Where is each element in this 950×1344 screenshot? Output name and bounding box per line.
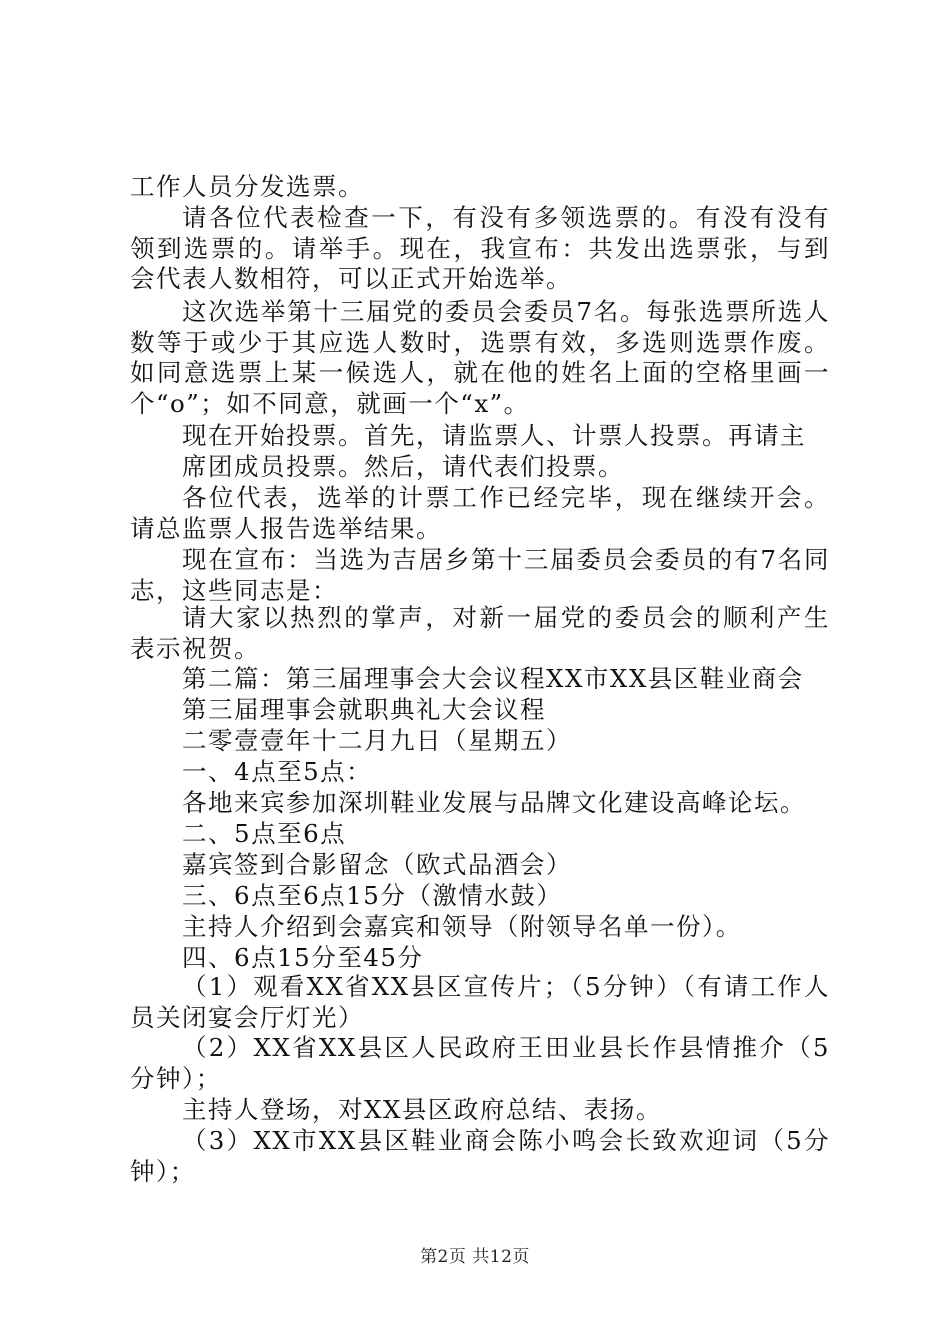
paragraph-1: 工作人员分发选票。 bbox=[130, 172, 364, 201]
page-number: 第2页 共12页 bbox=[420, 1247, 530, 1267]
section-heading: 第二篇：第三届理事会大会议程XX市XX县区鞋业商会 bbox=[182, 664, 804, 693]
agenda-item-4-sub-1: （1）观看XX省XX县区宣传片；（5分钟）（有请工作人员关闭宴会厅灯光） bbox=[130, 972, 830, 1032]
agenda-item-2-desc: 嘉宾签到合影留念（欧式品酒会） bbox=[182, 850, 572, 879]
agenda-item-4-sub-3: （3）XX市XX县区鞋业商会陈小鸣会长致欢迎词（5分钟）； bbox=[130, 1126, 830, 1186]
paragraph-2: 请各位代表检查一下，有没有多领选票的。有没有没有领到选票的。请举手。现在，我宣布：共发出选票张，与到会代表人数相符，可以正式开始选举。 bbox=[130, 203, 830, 293]
agenda-title: 第三届理事会就职典礼大会议程 bbox=[182, 695, 546, 724]
paragraph-3: 这次选举第十三届党的委员会委员7名。每张选票所选人数等于或少于其应选人数时，选票有效，多选则选票作废。如同意选票上某一候选人，就在他的姓名上面的空格里画一个“o”；如不同意，就画一个“x”。 bbox=[130, 297, 830, 418]
agenda-item-3-desc: 主持人介绍到会嘉宾和领导（附领导名单一份）。 bbox=[182, 912, 742, 941]
paragraph-7: 现在宣布：当选为吉居乡第十三届委员会委员的有7名同志，这些同志是： bbox=[130, 545, 830, 605]
host-remark: 主持人登场，对XX县区政府总结、表扬。 bbox=[182, 1095, 662, 1124]
paragraph-4: 现在开始投票。首先，请监票人、计票人投票。再请主 bbox=[182, 421, 806, 450]
paragraph-8: 请大家以热烈的掌声，对新一届党的委员会的顺利产生表示祝贺。 bbox=[130, 603, 830, 663]
agenda-item-1-desc: 各地来宾参加深圳鞋业发展与品牌文化建设高峰论坛。 bbox=[182, 788, 806, 817]
paragraph-6: 各位代表，选举的计票工作已经完毕，现在继续开会。请总监票人报告选举结果。 bbox=[130, 483, 830, 543]
agenda-date: 二零壹壹年十二月九日（星期五） bbox=[182, 726, 572, 755]
agenda-item-1-time: 一、4点至5点： bbox=[182, 757, 373, 786]
agenda-item-4-time: 四、6点15分至45分 bbox=[182, 943, 424, 972]
agenda-item-2-time: 二、5点至6点 bbox=[182, 819, 347, 848]
paragraph-5: 席团成员投票。然后，请代表们投票。 bbox=[182, 452, 624, 481]
agenda-item-3-time: 三、6点至6点15分（激情水鼓） bbox=[182, 881, 563, 910]
agenda-item-4-sub-2: （2）XX省XX县区人民政府王田业县长作县情推介（5分钟）； bbox=[130, 1033, 830, 1093]
